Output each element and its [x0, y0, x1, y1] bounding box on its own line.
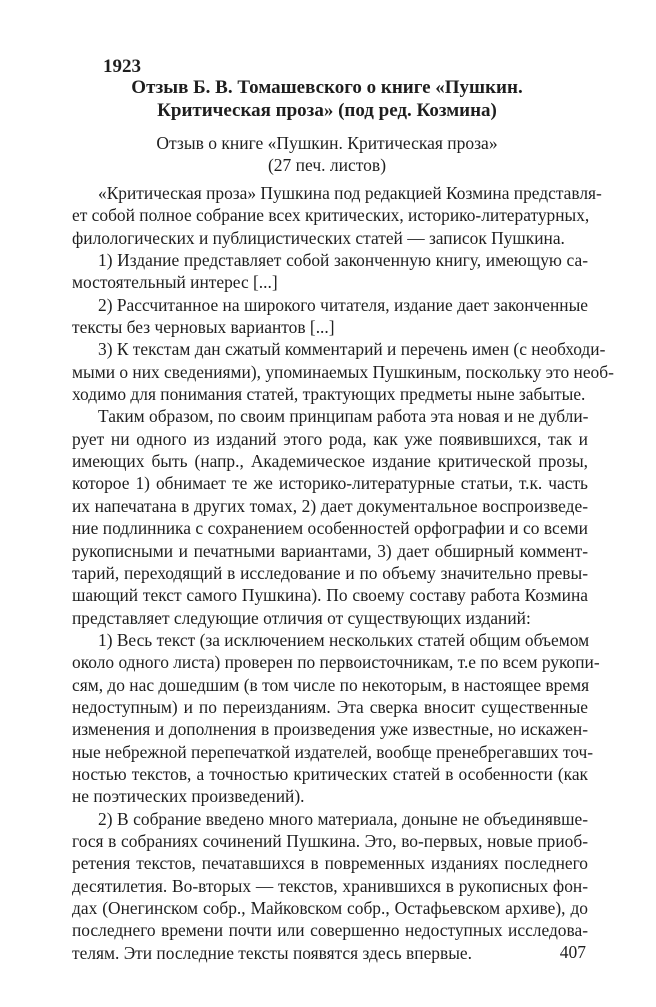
- text-line: сям, до нас дошедшим (в том числе по некоторым, в настоящее время: [72, 674, 590, 695]
- text-line: ние подлинника с сохранением особенностей орфографии и со всеми: [72, 518, 588, 539]
- text-line: рукописными и печатными вариантами, 3) дает обширный коммент-: [72, 540, 588, 561]
- text-line: ностью текстов, а точностью критических статей в особенности (как: [72, 763, 588, 784]
- text-line: которое 1) обнимает те же историко-литературные статьи, т.к. часть: [72, 473, 588, 494]
- text-line: около одного листа) проверен по первоисточникам, т.е по всем рукопи-: [72, 652, 600, 673]
- text-line: «Критическая проза» Пушкина под редакцией Козмина представля-: [98, 183, 602, 203]
- text-line: рует ни одного из изданий этого рода, как уже появившихся, так и: [72, 428, 588, 449]
- text-line: телям. Эти последние тексты появятся здесь впервые.: [72, 942, 472, 963]
- text-line: тарий, переходящий в исследование и по объему значительно превы-: [72, 562, 588, 583]
- text-line: изменения и дополнения в произведения уже известные, но искажен-: [72, 719, 588, 740]
- text-line: ходимо для понимания статей, трактующих предметы ныне забытые.: [72, 384, 586, 405]
- subtitle-line: Отзыв о книге «Пушкин. Критическая проза»: [156, 133, 498, 153]
- text-line: недоступным) и по переизданиям. Эта сверка вносит существенные: [72, 696, 588, 717]
- text-line: мыми о них сведениями), упоминаемых Пушкиным, поскольку это необ-: [72, 361, 614, 382]
- document-heading: Отзыв Б. В. Томашевского о книге «Пушкин. Критическая проза» (под ред. Козмина): [131, 77, 523, 121]
- document-subtitle: [93, 132, 561, 176]
- text-line: мостоятельный интерес [...]: [72, 272, 278, 293]
- text-line: шающий текст самого Пушкина). По своему составу работа Козмина: [72, 585, 588, 606]
- text-line: ные небрежной перепечаткой издателей, вообще пренебрегавших точ-: [72, 741, 594, 762]
- text-line: имеющих быть (напр., Академическое издание критической прозы,: [72, 451, 588, 472]
- text-line: представляет следующие отличия от существующих изданий:: [72, 607, 531, 628]
- text-line: 2) Рассчитанное на широкого читателя, издание дает законченные: [98, 294, 588, 315]
- page-number: 407: [559, 942, 586, 962]
- text-line: их напечатана в других томах, 2) дает документальное воспроизведе-: [72, 495, 588, 516]
- text-line: 3) К текстам дан сжатый комментарий и перечень имен (с необходи-: [98, 339, 606, 360]
- body-text: [72, 182, 614, 964]
- text-line: гося в собраниях сочинений Пушкина. Это, во-первых, новые приоб-: [72, 830, 588, 851]
- text-line: 2) В собрание введено много материала, доныне не объединявше-: [98, 808, 588, 829]
- text-line: ет собой полное собрание всех критических, историко-литературных,: [72, 205, 590, 226]
- text-line: тексты без черновых вариантов [...]: [72, 317, 335, 338]
- text-line: Таким образом, по своим принципам работа эта новая и не дубли-: [98, 406, 589, 427]
- text-line: десятилетия. Во-вторых — текстов, хранившихся в рукописных фон-: [72, 875, 588, 896]
- document-year: 1923: [103, 56, 141, 77]
- text-line: филологических и публицистических статей — записок Пушкина.: [72, 227, 565, 248]
- text-line: дах (Онегинском собр., Майковском собр., Остафьевском архиве), до: [72, 898, 588, 918]
- text-line: ретения текстов, печатавшихся в повременных изданиях последнего: [72, 853, 588, 874]
- subtitle-line: (27 печ. листов): [267, 155, 387, 175]
- text-line: не поэтических произведений).: [72, 786, 305, 807]
- text-line: последнего времени почти или совершенно недоступных исследова-: [72, 920, 588, 941]
- text-line: 1) Издание представляет собой законченную книгу, имеющую са-: [98, 250, 588, 271]
- text-line: 1) Весь текст (за исключением нескольких статей общим объемом: [98, 629, 590, 650]
